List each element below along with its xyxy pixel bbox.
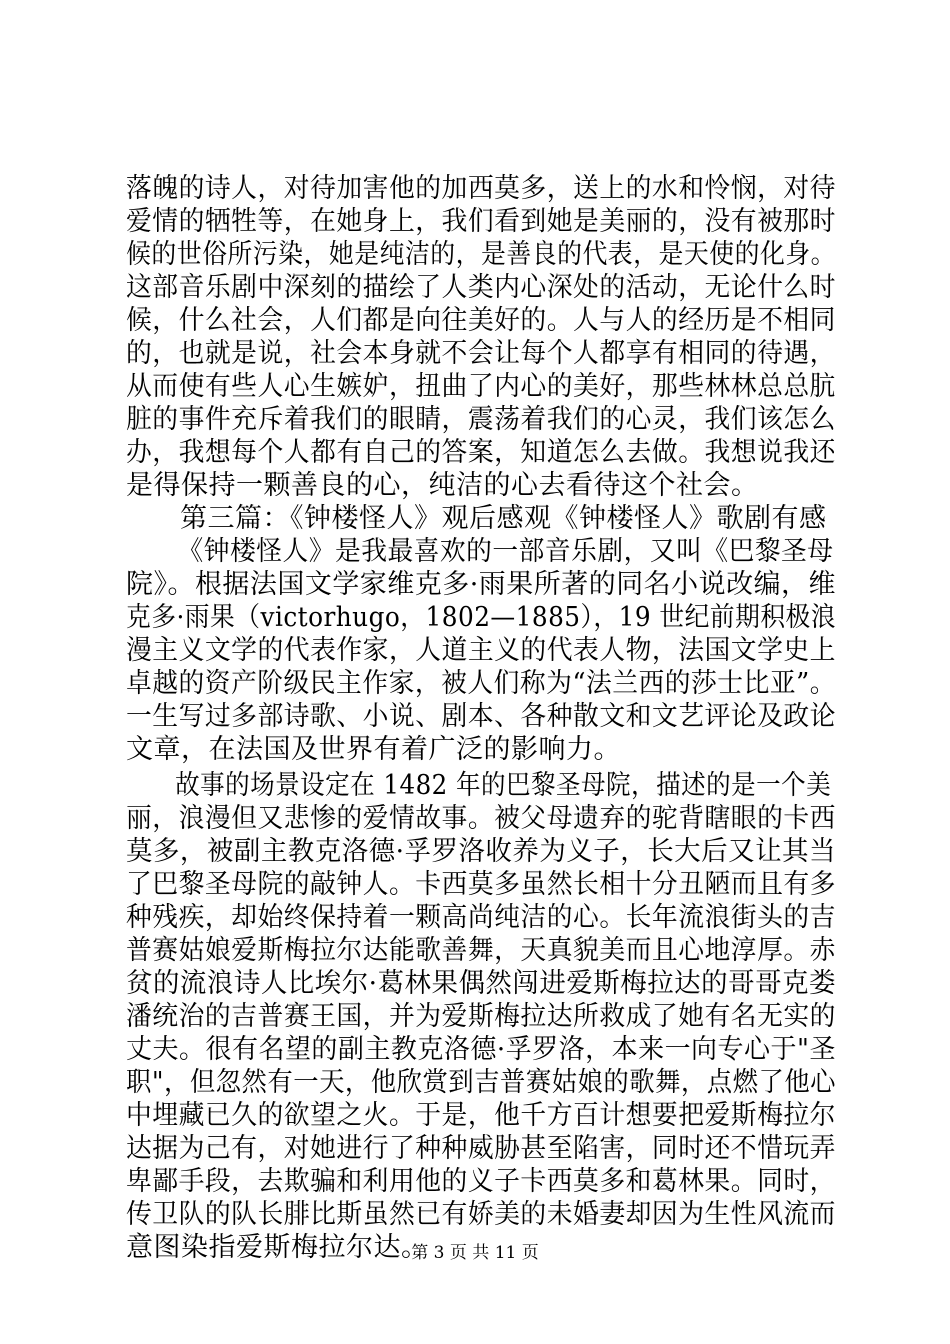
text-line: 职"，但忽然有一天，他欣赏到吉普赛姑娘的歌舞，点燃了他心: [126, 1067, 837, 1098]
text-line: 传卫队的队长腓比斯虽然已有娇美的未婚妻却因为生性风流而: [126, 1199, 836, 1230]
text-line: 候，什么社会，人们都是向往美好的。人与人的经历是不相同: [126, 305, 836, 336]
text-line: 潘统治的吉普赛王国，并为爱斯梅拉达所救成了她有名无实的: [126, 1001, 836, 1032]
text-line: 爱情的牺牲等，在她身上，我们看到她是美丽的，没有被那时: [126, 206, 836, 237]
page-number-footer: 第 3 页 共 11 页: [411, 1243, 539, 1263]
text-line: 这部音乐剧中深刻的描绘了人类内心深处的活动，无论什么时: [126, 272, 836, 303]
text-line: 丈夫。很有名望的副主教克洛德·孚罗洛，本来一向专心于"圣: [126, 1034, 836, 1065]
text-line: 种残疾，却始终保持着一颗高尚纯洁的心。长年流浪街头的吉: [126, 902, 836, 933]
text-line: 《钟楼怪人》是我最喜欢的一部音乐剧，又叫《巴黎圣母: [177, 536, 834, 567]
text-line: 莫多，被副主教克洛德·孚罗洛收养为义子，长大后又让其当: [126, 836, 836, 867]
text-line: 克多·雨果（victorhugo，1802—1885），19 世纪前期积极浪: [126, 602, 837, 633]
text-line: 候的世俗所污染，她是纯洁的，是善良的代表，是天使的化身。: [126, 239, 837, 270]
text-line: 了巴黎圣母院的敲钟人。卡西莫多虽然长相十分丑陋而且有多: [126, 869, 836, 900]
text-line: 办，我想每个人都有自己的答案，知道怎么去做。我想说我还: [126, 437, 836, 468]
text-line: 是得保持一颗善良的心，纯洁的心去看待这个社会。: [126, 470, 759, 501]
text-line: 意图染指爱斯梅拉尔达。: [126, 1232, 429, 1263]
text-line: 的，也就是说，社会本身就不会让每个人都享有相同的待遇，: [126, 338, 836, 369]
text-line: 从而使有些人心生嫉妒，扭曲了内心的美好，那些林林总总肮: [126, 371, 836, 402]
text-line: 丽，浪漫但又悲惨的爱情故事。被父母遗弃的驼背瞎眼的卡西: [126, 803, 836, 834]
text-line: 故事的场景设定在 1482 年的巴黎圣母院，描述的是一个美: [175, 770, 832, 801]
text-line: 中埋藏已久的欲望之火。于是，他千方百计想要把爱斯梅拉尔: [126, 1100, 836, 1131]
document-body: [126, 172, 836, 1264]
text-line: 脏的事件充斥着我们的眼睛，震荡着我们的心灵，我们该怎么: [126, 404, 836, 435]
text-line: 卑鄙手段，去欺骗和利用他的义子卡西莫多和葛林果。同时，: [126, 1166, 836, 1197]
text-line: 卓越的资产阶级民主作家，被人们称为“法兰西的莎士比亚”。: [126, 668, 836, 699]
text-line: 一生写过多部诗歌、小说、剧本、各种散文和文艺评论及政论: [126, 701, 836, 732]
text-line: 文章，在法国及世界有着广泛的影响力。: [126, 734, 621, 765]
text-line: 普赛姑娘爱斯梅拉尔达能歌善舞，天真貌美而且心地淳厚。赤: [126, 935, 836, 966]
text-line: 落魄的诗人，对待加害他的加西莫多，送上的水和怜悯，对待: [126, 173, 836, 204]
section-heading: 第三篇：《钟楼怪人》观后感观《钟楼怪人》歌剧有感: [180, 503, 827, 534]
text-line: 院》。根据法国文学家维克多·雨果所著的同名小说改编，维: [126, 569, 837, 600]
text-line: 漫主义文学的代表作家，人道主义的代表人物，法国文学史上: [126, 635, 836, 666]
text-line: 达据为己有，对她进行了种种威胁甚至陷害，同时还不惜玩弄: [126, 1133, 836, 1164]
text-line: 贫的流浪诗人比埃尔·葛林果偶然闯进爱斯梅拉达的哥哥克娄: [126, 968, 836, 999]
